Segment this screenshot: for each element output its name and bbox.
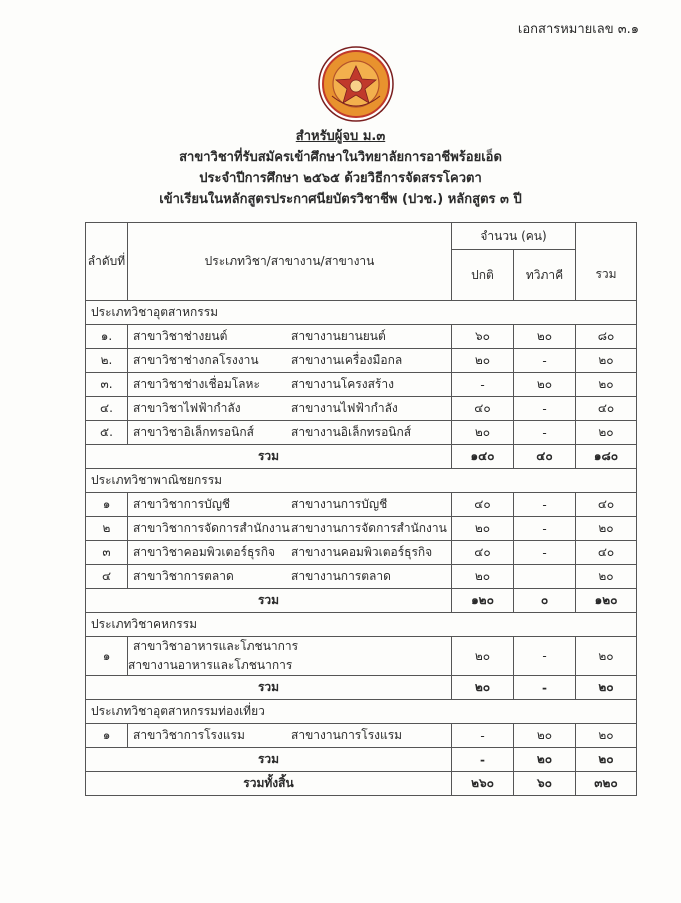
table-row: ๒. สาขาวิชาช่างกลโรงงาน สาขางานเครื่องมือกล ๒๐ - ๒๐ — [86, 349, 637, 373]
field-name: สาขางานการโรงแรม — [291, 728, 403, 742]
table-row: ๔ สาขาวิชาการตลาด สาขางานการตลาด ๒๐ ๒๐ — [86, 565, 637, 589]
category-heading: ประเภทวิชาพาณิชยกรรม — [86, 469, 637, 493]
category-heading: ประเภทวิชาอุตสาหกรรมท่องเที่ยว — [86, 700, 637, 724]
major-name: สาขาวิชาการตลาด — [133, 569, 234, 583]
header-regular: ปกติ — [452, 250, 514, 301]
header-program: ประเภทวิชา/สาขางาน/สาขางาน — [128, 223, 452, 301]
table-row: ๕. สาขาวิชาอิเล็กทรอนิกส์ สาขางานอิเล็กทรอนิกส์ ๒๐ - ๒๐ — [86, 421, 637, 445]
field-name: สาขางานยานยนต์ — [291, 329, 386, 343]
institution-seal-icon — [318, 46, 394, 122]
header-no: ลำดับที่ — [86, 223, 128, 301]
field-name: สาขางานไฟฟ้ากำลัง — [291, 401, 398, 415]
document-number: เอกสารหมายเลข ๓.๑ — [517, 22, 639, 37]
field-name: สาขางานการบัญชี — [291, 497, 388, 511]
major-name: สาขาวิชาการบัญชี — [133, 497, 231, 511]
title-line-1: สำหรับผู้จบ ม.๓ — [295, 129, 386, 144]
category-heading: ประเภทวิชาอุตสาหกรรม — [86, 301, 637, 325]
field-name: สาขางานโครงสร้าง — [291, 377, 394, 391]
grand-total-row: รวมทั้งสิ้น ๒๖๐ ๖๐ ๓๒๐ — [86, 772, 637, 796]
table-row: ๓. สาขาวิชาช่างเชื่อมโลหะ สาขางานโครงสร้าง - ๒๐ ๒๐ — [86, 373, 637, 397]
header-count-group: จำนวน (คน) — [452, 223, 576, 250]
header-total: รวม — [576, 250, 637, 301]
table-row: ๔. สาขาวิชาไฟฟ้ากำลัง สาขางานไฟฟ้ากำลัง ๔๐ - ๔๐ — [86, 397, 637, 421]
major-name: สาขาวิชาช่างกลโรงงาน — [133, 353, 259, 367]
major-name: สาขาวิชาไฟฟ้ากำลัง — [133, 401, 241, 415]
title-line-4: เข้าเรียนในหลักสูตรประกาศนียบัตรวิชาชีพ (ปวช.) หลักสูตร ๓ ปี — [159, 192, 522, 207]
table-row: ๑ สาขาวิชาการบัญชี สาขางานการบัญชี ๔๐ - ๔๐ — [86, 493, 637, 517]
header-dual: ทวิภาคี — [514, 250, 576, 301]
field-name: สาขางานอาหารและโภชนาการ — [128, 658, 293, 672]
subtotal-row: รวม - ๒๐ ๒๐ — [86, 748, 637, 772]
table-row: ๑. สาขาวิชาช่างยนต์ สาขางานยานยนต์ ๖๐ ๒๐ ๘๐ — [86, 325, 637, 349]
title-block — [0, 126, 681, 210]
table-row: ๑ สาขาวิชาอาหารและโภชนาการสาขางานอาหารและโภชนาการ ๒๐ - ๒๐ — [86, 637, 637, 676]
major-name: สาขาวิชาอิเล็กทรอนิกส์ — [133, 425, 254, 439]
table-row: ๑ สาขาวิชาการโรงแรม สาขางานการโรงแรม - ๒๐ ๒๐ — [86, 724, 637, 748]
field-name: สาขางานการจัดการสำนักงาน — [291, 521, 447, 535]
major-name: สาขาวิชาช่างเชื่อมโลหะ — [133, 377, 260, 391]
field-name: สาขางานคอมพิวเตอร์ธุรกิจ — [291, 545, 433, 559]
major-name: สาขาวิชาช่างยนต์ — [133, 329, 228, 343]
table-row: ๓ สาขาวิชาคอมพิวเตอร์ธุรกิจ สาขางานคอมพิวเตอร์ธุรกิจ ๔๐ - ๔๐ — [86, 541, 637, 565]
field-name: สาขางานการตลาด — [291, 569, 391, 583]
major-name: สาขาวิชาการโรงแรม — [133, 728, 245, 742]
category-heading: ประเภทวิชาคหกรรม — [86, 613, 637, 637]
subtotal-row: รวม ๑๒๐ ๐ ๑๒๐ — [86, 589, 637, 613]
major-name: สาขาวิชาการจัดการสำนักงาน — [133, 521, 290, 535]
title-line-2: สาขาวิชาที่รับสมัครเข้าศึกษาในวิทยาลัยการอาชีพร้อยเอ็ด — [179, 150, 502, 165]
title-line-3: ประจำปีการศึกษา ๒๕๖๕ ด้วยวิธีการจัดสรรโควตา — [199, 171, 482, 186]
field-name: สาขางานเครื่องมือกล — [291, 353, 403, 367]
subtotal-row: รวม ๑๔๐ ๔๐ ๑๘๐ — [86, 445, 637, 469]
major-name: สาขาวิชาคอมพิวเตอร์ธุรกิจ — [133, 545, 276, 559]
major-name: สาขาวิชาอาหารและโภชนาการ — [133, 639, 299, 653]
quota-table — [85, 222, 637, 796]
field-name: สาขางานอิเล็กทรอนิกส์ — [291, 425, 412, 439]
table-row: ๒ สาขาวิชาการจัดการสำนักงานสาขางานการจัดการสำนักงาน ๒๐ - ๒๐ — [86, 517, 637, 541]
subtotal-row: รวม ๒๐ - ๒๐ — [86, 676, 637, 700]
